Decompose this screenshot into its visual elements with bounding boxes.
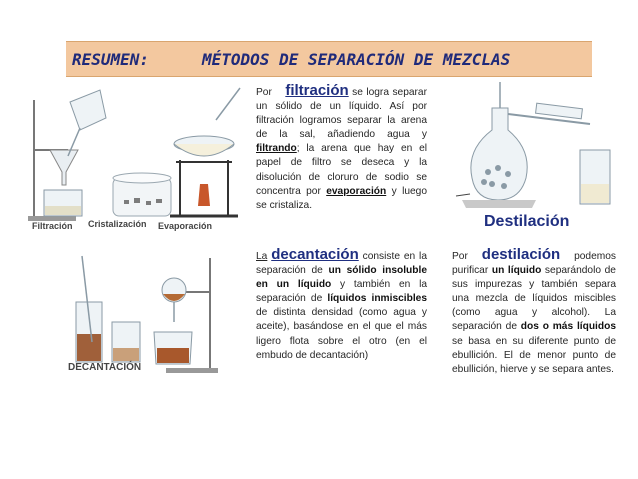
label-decantacion: DECANTACIÓN xyxy=(68,362,142,373)
distillation-pre: Por xyxy=(452,251,468,262)
decantation-text-2: y también en la separación de xyxy=(256,279,427,305)
decantation-pre: La xyxy=(256,251,268,262)
decantation-bold-2: líquidos inmiscibles xyxy=(327,293,427,305)
distillation-text-2: separándolo de sus impurezas y también separa una mezcla de líquidos miscibles (como agua y alcohol). La separación de xyxy=(452,265,616,333)
filtration-text-2: ; la arena que hay en el papel de filtro se deseca y la disolución de cloruro de sodio se concentra por xyxy=(256,143,427,197)
distillation-text-3: se basa en su diferente punto de ebullición. El de menor punto de ebullición, hierve y se separa antes. xyxy=(452,335,616,375)
distillation-bold-2: dos o más líquidos xyxy=(520,321,616,333)
distillation-paragraph xyxy=(452,248,616,377)
summary-label: RESUMEN: xyxy=(72,50,150,69)
decantation-paragraph xyxy=(256,248,427,363)
crystallizer-icon xyxy=(113,178,171,216)
label-cristalizacion: Cristalización xyxy=(88,219,147,229)
filtration-text-1: se logra separar un sólido de un líquido. Así por filtración logramos separar la arena de la sal, añadiendo agua y xyxy=(256,87,427,141)
distillation-title: Destilación xyxy=(484,213,570,230)
filtration-keyword: filtración xyxy=(285,82,349,99)
decantation-text-1: consiste en la separación de xyxy=(256,251,427,277)
distillation-keyword: destilación xyxy=(481,246,561,263)
funnel-icon xyxy=(50,150,78,185)
decantation-illustration xyxy=(62,252,222,377)
filtration-pre: Por xyxy=(256,87,272,98)
filtration-text-3: y luego se cristaliza. xyxy=(256,185,427,211)
decantation-text-3: de distinta densidad (como agua y aceite), basándose en el que el más ligero flota sobre el otro (en el embudo de decantación) xyxy=(256,307,427,361)
distillation-text-1: podemos purificar xyxy=(452,251,616,277)
decantation-bold-1: un sólido insoluble en un líquido xyxy=(256,265,427,291)
label-evaporacion: Evaporación xyxy=(158,221,213,231)
distillation-bold-1: un líquido xyxy=(491,265,542,277)
distillation-flask-icon xyxy=(471,108,527,200)
distillation-illustration xyxy=(440,80,620,210)
decantation-keyword: decantación xyxy=(271,246,359,263)
label-filtracion: Filtración xyxy=(32,221,73,231)
evaporacion-term: evaporación xyxy=(326,185,387,197)
burner-flame-icon xyxy=(198,184,210,206)
filtrando-term: filtrando xyxy=(256,143,297,155)
filtration-illustration xyxy=(20,80,245,235)
title-banner xyxy=(66,41,592,77)
page-title: MÉTODOS DE SEPARACIÓN DE MEZCLAS xyxy=(202,50,511,69)
filtration-paragraph xyxy=(256,84,427,213)
